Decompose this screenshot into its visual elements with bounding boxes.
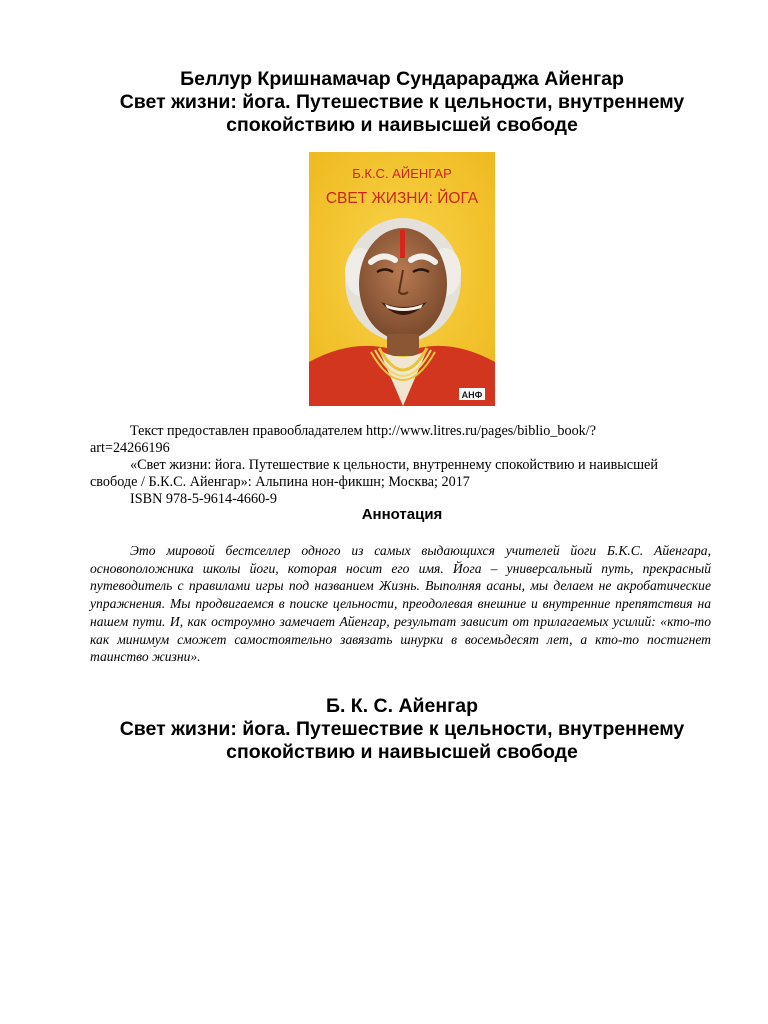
header-title-line-1: Свет жизни: йога. Путешествие к цельности, внутреннему xyxy=(119,91,685,113)
isbn-line: ISBN 978-5-9614-4660-9 xyxy=(130,491,277,507)
book-title-author: Б. К. С. Айенгар xyxy=(325,695,479,717)
annotation-text: Это мировой бестселлер одного из самых выдающихся учителей йоги Б.К.С. Айенгара, основоположника школы йоги, которая носит его имя. Йога – универсальный путь, прекрасный путеводитель с правилами игры под названием Жизнь. Выполняя асаны, мы делаем не акробатические упражнения. Мы продвигаемся в поиске цельности, преодолевая внешние и внутренние препятствия на нашем пути. И, как остроумно замечает Айенгар, результат зависит от прилагаемых усилий: «кто-то как минимум сможет самостоятельно завязать шнурки в восемьдесят лет, а кто-то постигнет таинство жизни». xyxy=(90,543,711,665)
header-title-line-2: спокойствию и наивысшей свободе xyxy=(226,114,578,136)
header-author: Беллур Кришнамачар Сундарараджа Айенгар xyxy=(180,68,624,90)
source-line-1: Текст предоставлен правообладателем http://www.litres.ru/pages/biblio_book/? xyxy=(130,423,597,439)
book-title-block xyxy=(60,695,744,764)
annotation-heading: Аннотация xyxy=(361,506,443,523)
citation-line-2: свободе / Б.К.С. Айенгар»: Альпина нон-фикшн; Москва; 2017 xyxy=(90,474,470,490)
cover-author-text: Б.К.С. АЙЕНГАР xyxy=(352,166,452,181)
book-title-line-1: Свет жизни: йога. Путешествие к цельности, внутреннему xyxy=(119,718,685,740)
cover-publisher-logo: АНФ xyxy=(461,390,483,400)
document-header xyxy=(60,68,744,137)
source-line-2: art=24266196 xyxy=(90,440,170,456)
book-cover-image xyxy=(309,152,495,406)
cover-title-text: СВЕТ ЖИЗНИ: ЙОГА xyxy=(325,190,479,207)
citation-line-1: «Свет жизни: йога. Путешествие к цельности, внутреннему спокойствию и наивысшей xyxy=(130,457,658,473)
book-title-line-2: спокойствию и наивысшей свободе xyxy=(226,741,578,763)
